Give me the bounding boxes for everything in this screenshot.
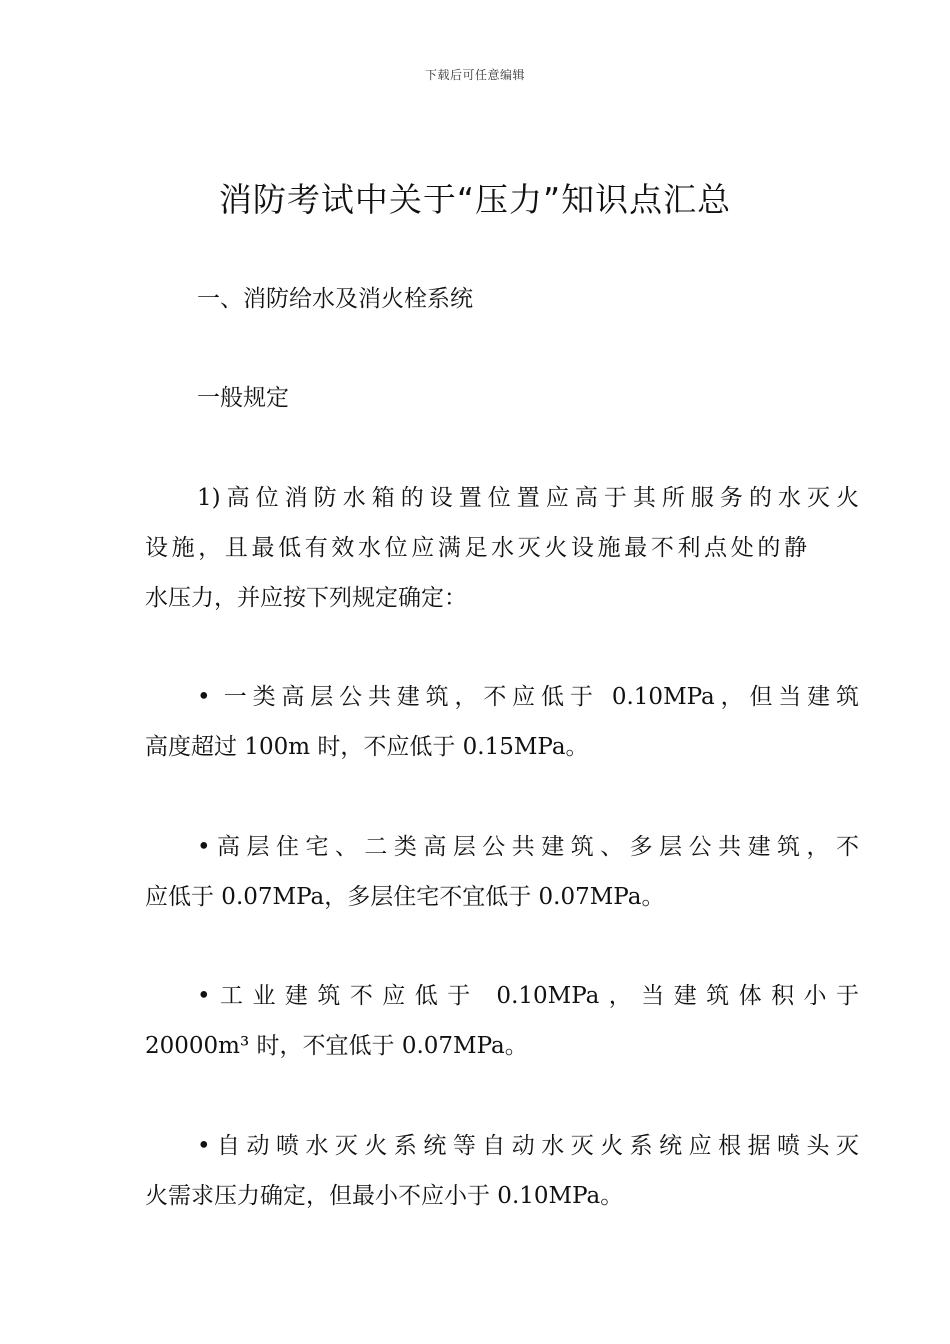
bullet-1-line-2: 高度超过 100m 时，不应低于 0.15MPa。 [145, 734, 589, 760]
bullet-2-line-1: •高层住宅、二类高层公共建筑、多层公共建筑，不 [197, 834, 859, 860]
paragraph-1-line-3: 水压力，并应按下列规定确定： [145, 585, 467, 611]
paragraph-1-line-1: 1)高位消防水箱的设置位置应高于其所服务的水灭火 [197, 485, 859, 511]
bullet-3-line-1: •工业建筑不应低于 0.10MPa，当建筑体积小于 [197, 983, 859, 1009]
section-heading: 一、消防给水及消火栓系统 [197, 286, 473, 312]
document-title: 消防考试中关于“压力”知识点汇总 [218, 180, 732, 219]
subheading: 一般规定 [197, 385, 289, 411]
header-note: 下载后可任意编辑 [424, 68, 525, 82]
bullet-4-line-1: •自动喷水灭火系统等自动水灭火系统应根据喷头灭 [197, 1133, 859, 1159]
bullet-2-line-2: 应低于 0.07MPa，多层住宅不宜低于 0.07MPa。 [145, 884, 665, 910]
bullet-3-line-2: 20000m³ 时，不宜低于 0.07MPa。 [145, 1033, 528, 1059]
bullet-1-line-1: • 一类高层公共建筑，不应低于 0.10MPa，但当建筑 [197, 684, 859, 710]
bullet-4-line-2: 火需求压力确定，但最小不应小于 0.10MPa。 [145, 1183, 624, 1209]
paragraph-1-line-2: 设施，且最低有效水位应满足水灭火设施最不利点处的静 [145, 535, 807, 561]
